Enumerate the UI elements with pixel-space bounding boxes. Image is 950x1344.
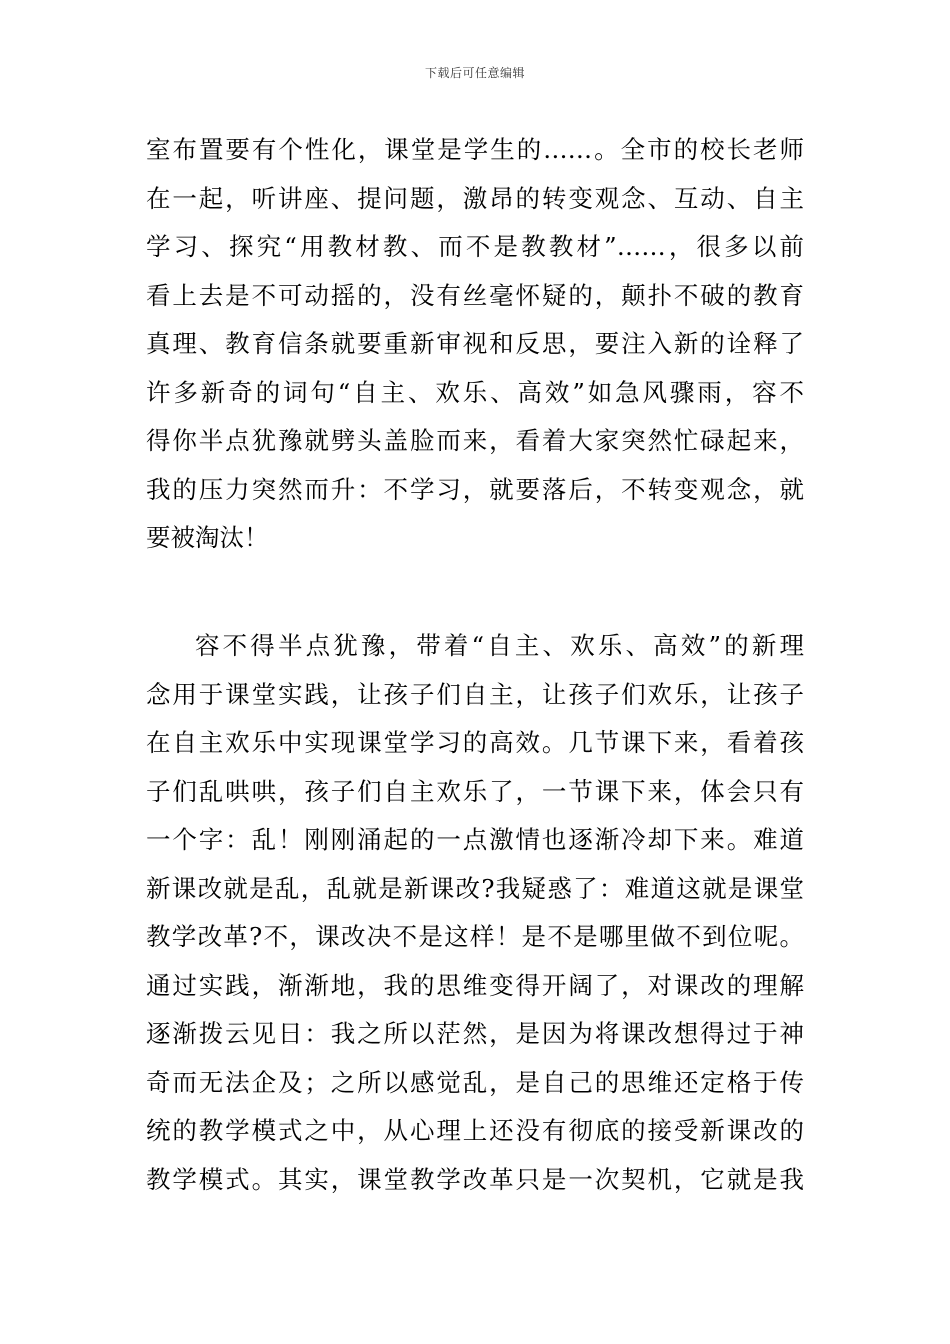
page-header: 下载后可任意编辑 bbox=[424, 66, 525, 80]
text-line: 奇而无法企及；之所以感觉乱，是自己的思维还定格于传 bbox=[146, 1067, 804, 1097]
text-line: 室布置要有个性化，课堂是学生的……。全市的校长老师 bbox=[146, 135, 804, 164]
text-line: 一个字：乱！刚刚涌起的一点激情也逐渐冷却下来。难道 bbox=[146, 825, 804, 854]
text-line: 统的教学模式之中，从心理上还没有彻底的接受新课改的 bbox=[146, 1116, 804, 1145]
text-line: 在自主欢乐中实现课堂学习的高效。几节课下来，看着孩 bbox=[146, 728, 804, 757]
text-line: 真理、教育信条就要重新审视和反思，要注入新的诠释了 bbox=[146, 329, 804, 358]
text-line: 新课改就是乱，乱就是新课改?我疑惑了：难道这就是课堂 bbox=[146, 873, 804, 903]
text-line: 在一起，听讲座、提问题，激昂的转变观念、互动、自主 bbox=[146, 183, 804, 213]
text-line: 我的压力突然而升：不学习，就要落后，不转变观念，就 bbox=[146, 474, 804, 504]
paragraph-1 bbox=[146, 126, 804, 563]
text-line: 通过实践，渐渐地，我的思维变得开阔了，对课改的理解 bbox=[146, 970, 804, 1000]
text-line: 子们乱哄哄，孩子们自主欢乐了，一节课下来，体会只有 bbox=[146, 776, 804, 806]
text-line: 教学模式。其实，课堂教学改革只是一次契机，它就是我 bbox=[146, 1164, 804, 1194]
text-line: 教学改革?不，课改决不是这样！是不是哪里做不到位呢。 bbox=[146, 922, 804, 951]
text-line: 念用于课堂实践，让孩子们自主，让孩子们欢乐，让孩子 bbox=[146, 679, 804, 709]
text-line: 得你半点犹豫就劈头盖脸而来，看着大家突然忙碌起来， bbox=[146, 426, 804, 455]
text-line: 容不得半点犹豫，带着“自主、欢乐、高效”的新理 bbox=[195, 631, 804, 660]
text-line: 看上去是不可动摇的，没有丝毫怀疑的，颠扑不破的教育 bbox=[146, 280, 804, 310]
text-line: 要被淘汰！ bbox=[146, 523, 269, 552]
text-line: 许多新奇的词句“自主、欢乐、高效”如急风骤雨，容不 bbox=[146, 377, 804, 407]
text-line: 逐渐拨云见日：我之所以茫然，是因为将课改想得过于神 bbox=[146, 1019, 804, 1048]
paragraph-2 bbox=[146, 622, 804, 1204]
text-line: 学习、探究“用教材教、而不是教教材”……，很多以前 bbox=[146, 232, 804, 261]
